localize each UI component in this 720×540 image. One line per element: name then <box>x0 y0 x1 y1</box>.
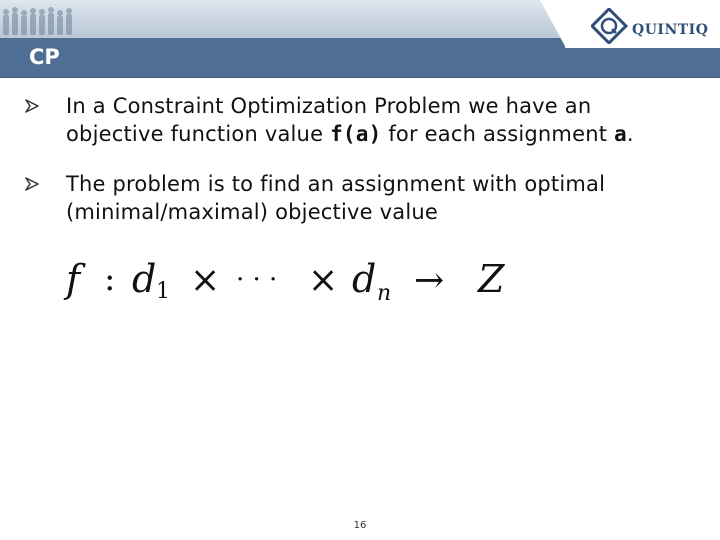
bullet-list <box>0 92 720 248</box>
arrowhead-bullet-icon <box>24 98 40 114</box>
formula-arrow: → <box>414 260 445 301</box>
formula-colon: : <box>104 259 116 299</box>
formula-sub-1: 1 <box>156 279 170 304</box>
bullet-text-mid: for each assignment <box>381 122 615 146</box>
logo-area-slant <box>540 0 566 48</box>
formula-times-1: × <box>190 260 221 301</box>
bullet-code-f-of-a: f(a) <box>330 122 382 146</box>
bullet-item <box>0 170 720 226</box>
arrowhead-bullet-icon <box>24 176 40 192</box>
bullet-text: The problem is to find an assignment with optimal (minimal/maximal) objective value <box>66 172 606 224</box>
bullet-item <box>0 92 720 148</box>
logo-wordmark: QUINTIQ <box>632 22 709 38</box>
formula-times-2: × <box>308 260 339 301</box>
bullet-text-pre: In a Constraint Optimization Problem we have an objective function value <box>66 94 592 146</box>
header-divider <box>0 77 720 78</box>
bullet-code-a: a <box>614 122 627 146</box>
formula-d1: d <box>132 257 157 301</box>
formula-sub-n: n <box>377 281 392 306</box>
formula-dots: · · · <box>236 265 278 295</box>
slide-header <box>0 0 720 78</box>
slide-title: CP <box>29 45 60 69</box>
page-number: 16 <box>353 520 367 531</box>
people-silhouette-icon <box>0 6 80 38</box>
formula-dn: d <box>352 257 377 301</box>
formula-codomain-z: Z <box>478 257 505 301</box>
formula-f: f <box>66 257 81 301</box>
bullet-text-post: . <box>626 122 634 146</box>
objective-function-formula <box>62 252 532 308</box>
